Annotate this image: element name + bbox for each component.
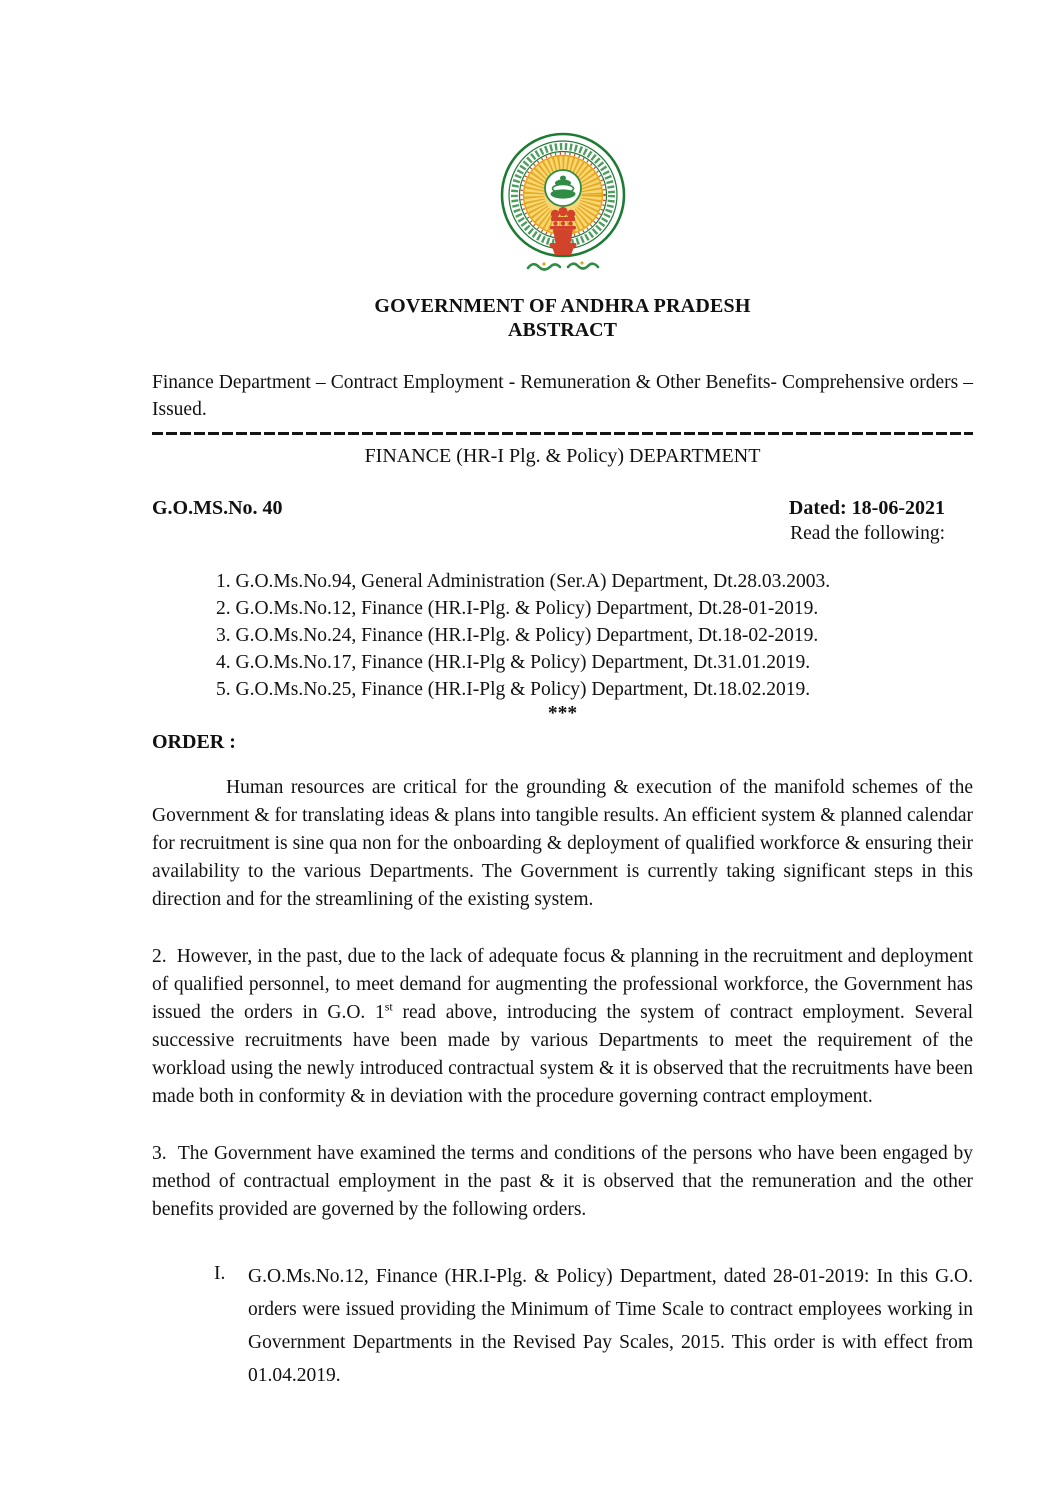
emblem-motto-script bbox=[528, 264, 598, 270]
ashoka-lion-capital-icon bbox=[549, 207, 576, 255]
paragraph-3: 3. The Government have examined the terms and conditions of the persons who have been engaged by method of contractual employment in the past & it is observed that the remuneration and the other benefits provided are governed by the following orders. bbox=[152, 1143, 973, 1220]
andhra-pradesh-emblem bbox=[494, 131, 632, 279]
listed-order-item-text: G.O.Ms.No.12, Finance (HR.I-Plg. & Policy) Department, dated 28-01-2019: In this G.O. orders were issued providing the Minimum of Time Scale to contract employees working in Government Departments in the Revised Pay Scales, 2015. This order is with effect from 01.04.2019. bbox=[248, 1266, 973, 1386]
department-heading: FINANCE (HR-I Plg. & Policy) DEPARTMENT bbox=[364, 445, 761, 467]
dated-label: Dated: 18-06-2021 bbox=[788, 497, 945, 519]
reference-item: 2. G.O.Ms.No.12, Finance (HR.I-Plg. & Policy) Department, Dt.28-01-2019. bbox=[216, 598, 819, 619]
andhra-pradesh-emblem-icon bbox=[494, 131, 632, 279]
subject-line: Finance Department – Contract Employment - Remuneration & Other Benefits- Comprehensive orders – Issued. bbox=[152, 372, 973, 420]
emblem-motto-accent-1 bbox=[542, 262, 545, 265]
page-subtitle: ABSTRACT bbox=[508, 319, 617, 341]
emblem-kumbham-base bbox=[550, 189, 575, 198]
reference-item: 4. G.O.Ms.No.17, Finance (HR.I-Plg & Policy) Department, Dt.31.01.2019. bbox=[216, 652, 811, 673]
reference-item: 5. G.O.Ms.No.25, Finance (HR.I-Plg & Policy) Department, Dt.18.02.2019. bbox=[216, 679, 811, 700]
order-heading: ORDER : bbox=[152, 731, 236, 753]
roman-numeral-label: I. bbox=[214, 1263, 226, 1284]
go-number-row bbox=[152, 496, 973, 521]
paragraph-2-text: read above, introducing the system of contract employment. Several successive recruitments have been made by various Departments to meet the requirement of the workload using the newly introduced contractual system & it is observed that the recruitments have been made both in conformity & in deviation with the procedure governing contract employment. bbox=[152, 1002, 974, 1107]
paragraph-2-text: 2. However, in the past, due to the lack of adequate focus & planning in the recruitment and deployment of qualified personnel, to meet demand for augmenting the professional workforce, the Government has issued the orders in G.O. 1 bbox=[152, 946, 973, 1023]
reference-item: 1. G.O.Ms.No.94, General Administration (Ser.A) Department, Dt.28.03.2003. bbox=[216, 571, 831, 592]
ordinal-superscript: st bbox=[384, 999, 393, 1014]
listed-order-item-1 bbox=[152, 1260, 973, 1392]
emblem-motto-accent-2 bbox=[580, 261, 583, 264]
page-title: GOVERNMENT OF ANDHRA PRADESH bbox=[374, 295, 751, 317]
paragraph-2 bbox=[152, 943, 973, 1111]
dashed-separator bbox=[152, 432, 973, 435]
document-content bbox=[152, 0, 973, 1392]
paragraph-1: Human resources are critical for the grounding & execution of the manifold schemes of the Government & for translating ideas & plans into tangible results. An efficient system & planned calendar for recruitment is sine qua non for the onboarding & deployment of qualified workforce & ensuring their availability to the various Departments. The Government is currently taking significant steps in this direction and for the streamlining of the existing system. bbox=[152, 777, 973, 910]
go-number: G.O.MS.No. 40 bbox=[152, 497, 283, 519]
reference-list bbox=[152, 568, 973, 703]
stars-separator: *** bbox=[547, 703, 578, 724]
read-the-following-label: Read the following: bbox=[790, 523, 945, 544]
reference-item: 3. G.O.Ms.No.24, Finance (HR.I-Plg. & Policy) Department, Dt.18-02-2019. bbox=[216, 625, 819, 646]
